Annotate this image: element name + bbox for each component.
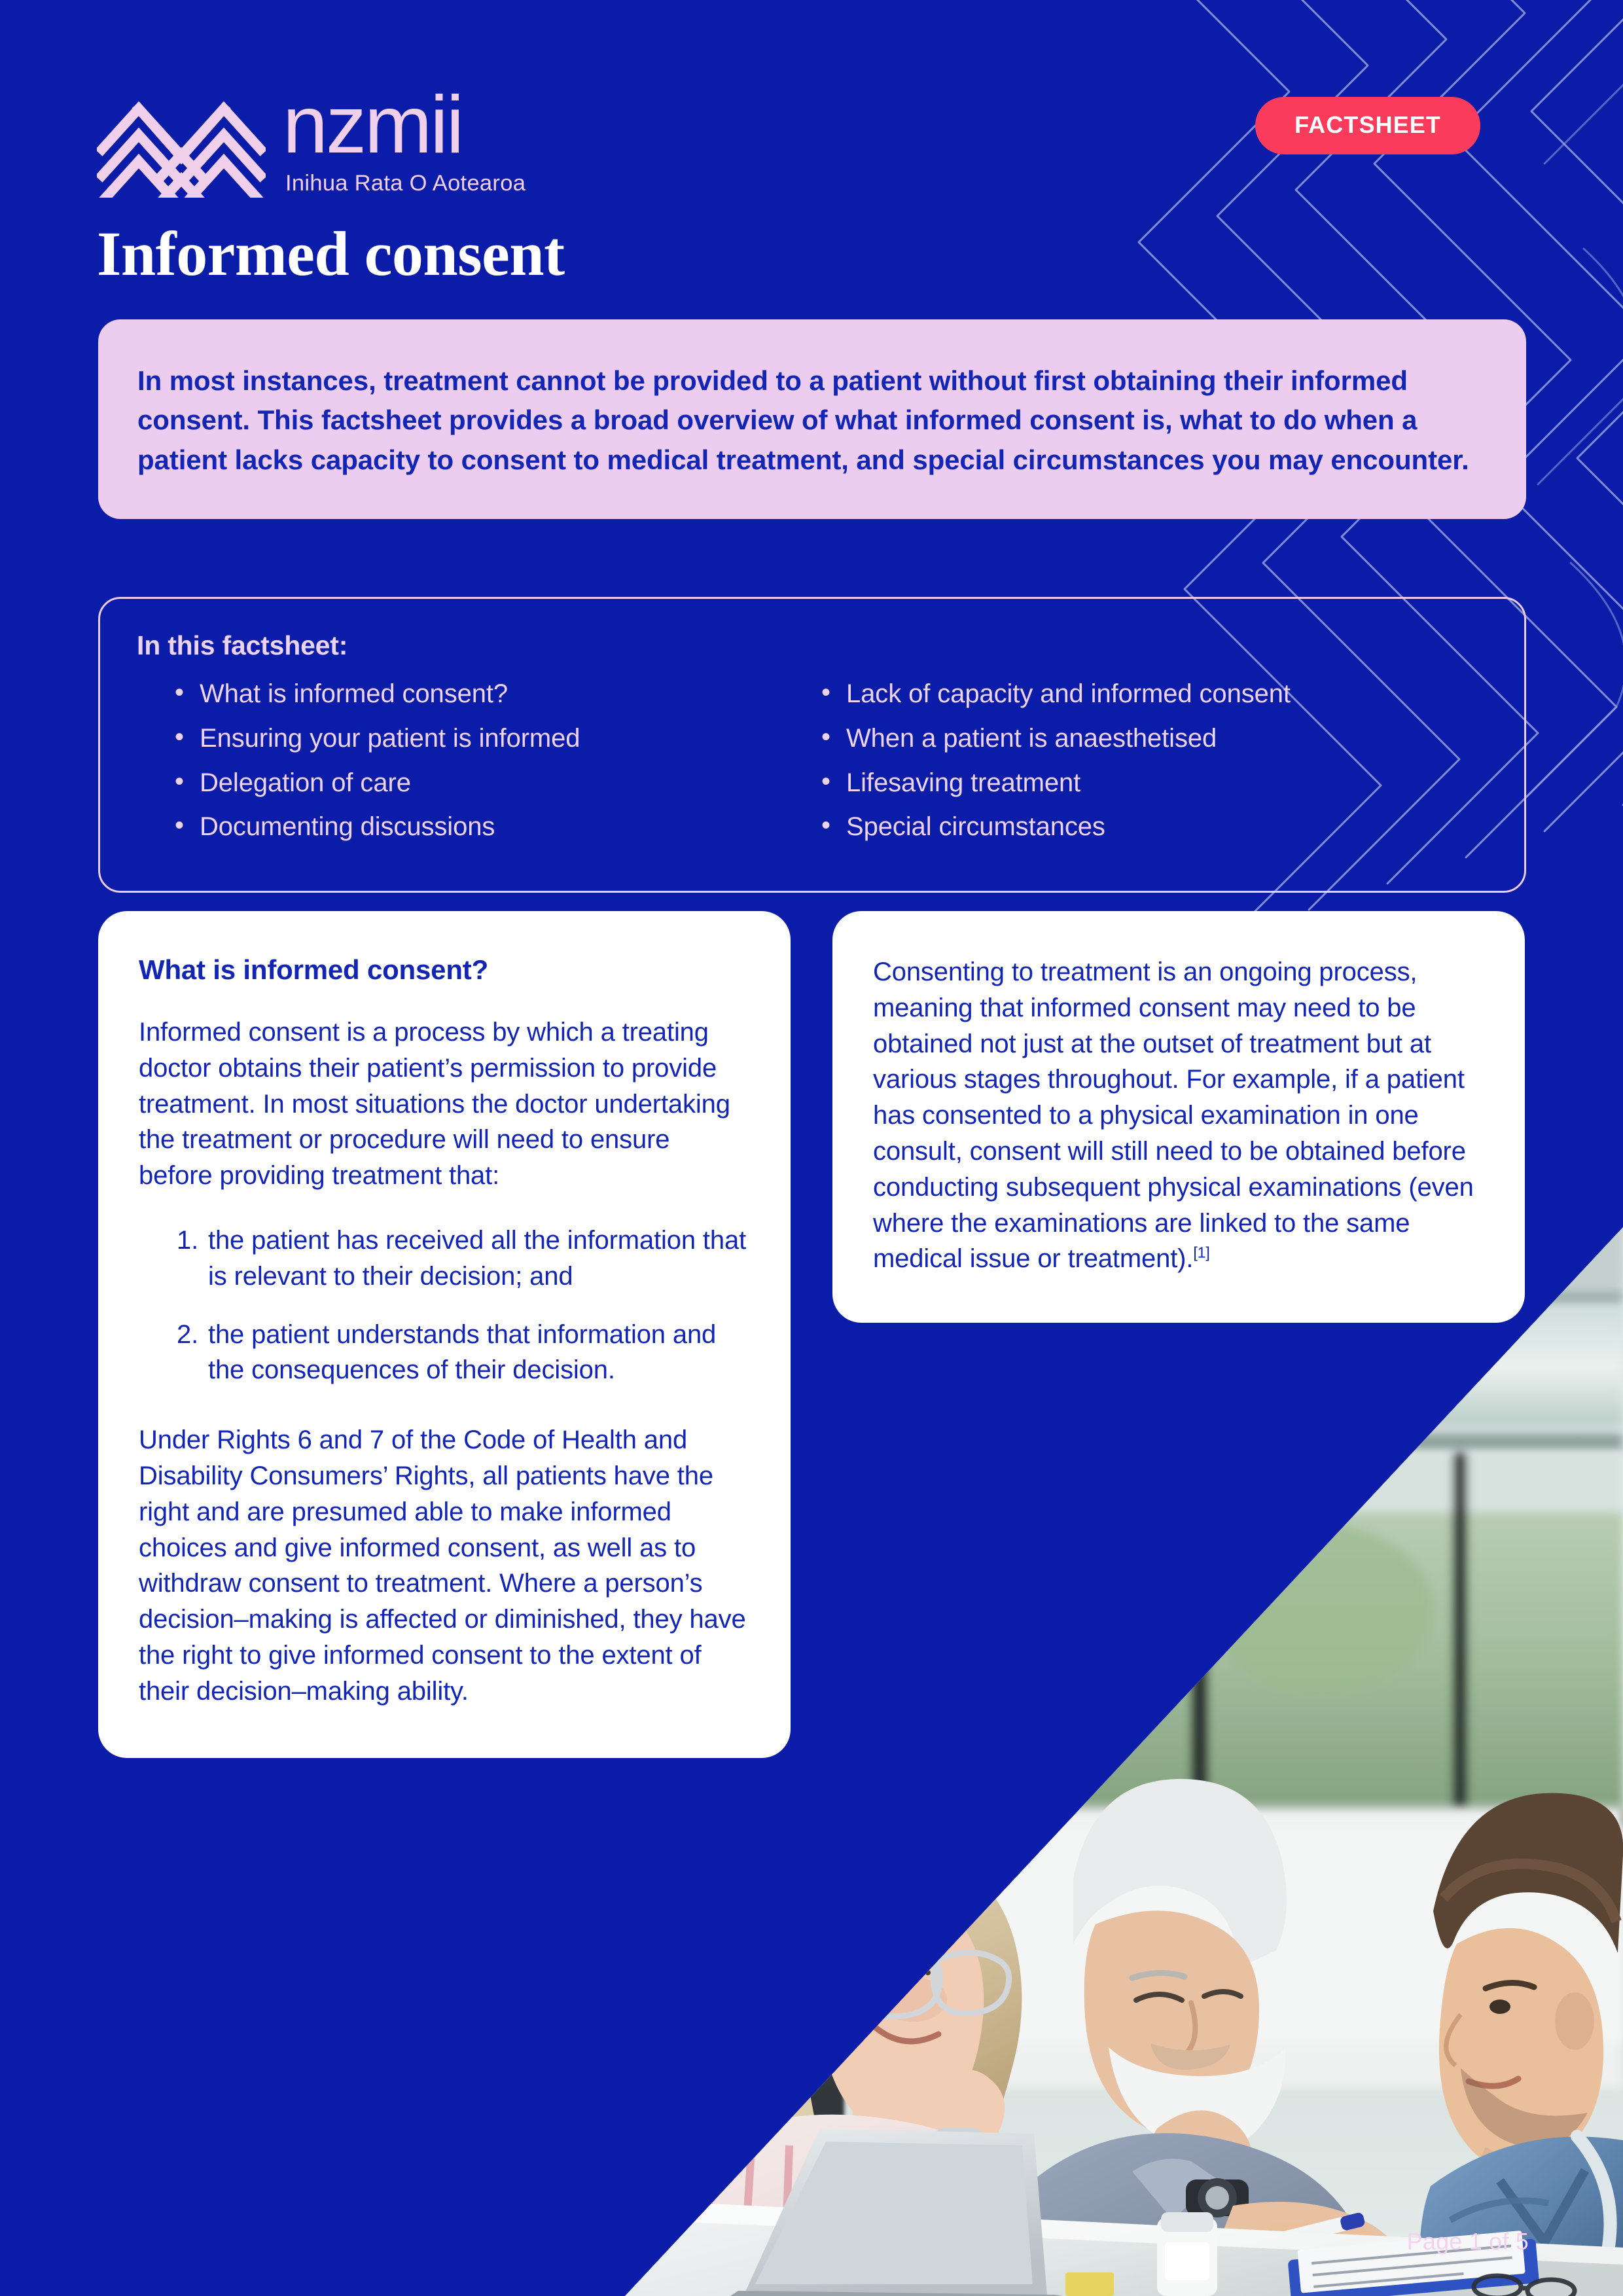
intro-text: In most instances, treatment cannot be provided to a patient without first obtaining their informed consent. This factsheet provides a broad overview of what informed consent is, what to do when a patient lacks capacity to consent to medical treatment, and special circumstances you may encounter. [137,365,1469,475]
toc-item[interactable]: • When a patient is anaesthetised [817,723,1488,755]
body-paragraph-text: Consenting to treatment is an ongoing process, meaning that informed consent may need to be obtained not just at the outset of treatment but at various stages throughout. For example, if a patient has consented to a physical examination in one consult, consent will still need to be obtained before conducting subsequent physical examinations (even where the examinations are linked to the same medical issue or treatment). [873,958,1474,1274]
toc-item[interactable]: • Lifesaving treatment [817,767,1488,799]
content-card-right [832,911,1525,1323]
toc-title: In this factsheet: [137,630,348,660]
toc-item[interactable]: • Documenting discussions [171,811,812,843]
logo-wordmark: nzmii [283,80,463,170]
toc-item[interactable]: • Delegation of care [171,767,812,799]
logo-tagline: Inihua Rata O Aotearoa [285,171,526,196]
footnote-reference[interactable]: [1] [1193,1244,1210,1262]
toc-columns [137,678,1488,855]
toc-column-left [137,678,812,855]
intro-summary-box [98,319,1526,519]
toc-item[interactable]: • What is informed consent? [171,678,812,710]
section-heading-what-is-informed-consent: What is informed consent? [139,954,489,985]
list-item: the patient has received all the information that is relevant to their decision; and [208,1225,747,1291]
toc-item[interactable]: • Special circumstances [817,811,1488,843]
toc-item[interactable]: • Lack of capacity and informed consent [817,678,1488,710]
requirements-list [139,1223,750,1388]
toc-item[interactable]: • Ensuring your patient is informed [171,723,812,755]
content-card-left [98,911,791,1758]
page-number: Page 1 of 5 [1406,2228,1529,2255]
list-item: the patient understands that information and the consequences of their decision. [208,1319,717,1385]
nzmii-logo[interactable] [97,80,526,198]
page-title: Informed consent [97,219,565,289]
nzmii-chevron-logo-icon [97,86,266,198]
in-this-factsheet-box [98,597,1526,893]
toc-column-right [812,678,1488,855]
body-paragraph: Under Rights 6 and 7 of the Code of Health and Disability Consumers’ Rights, all patients have the right and are presumed able to make informed choices and give informed consent, as well as to withdraw consent to treatment. Where a person’s decision–making is affected or diminished, they have the right to give informed consent to the extent of their decision–making ability. [139,1426,746,1706]
body-paragraph: Informed consent is a process by which a treating doctor obtains their patient’s permission to provide treatment. In most situations the doctor undertaking the treatment or procedure will need to ensure before providing treatment that: [139,1018,730,1191]
factsheet-badge: FACTSHEET [1255,97,1480,154]
body-paragraph [873,954,1484,1277]
